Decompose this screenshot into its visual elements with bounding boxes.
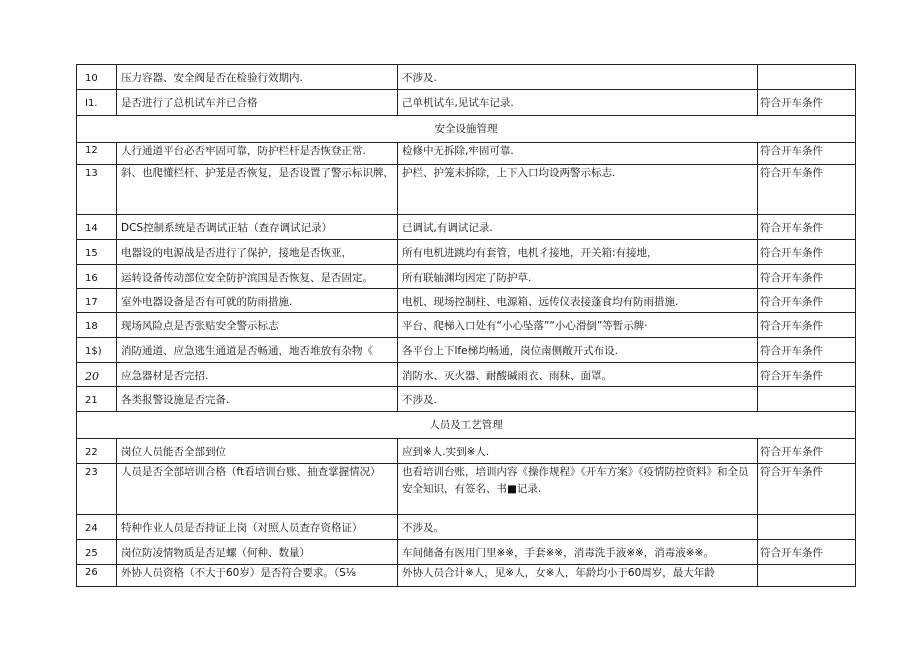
check-item-cell: 消防通道、应急逃生通道是否畅通，地否堆放有杂物《 [117, 338, 398, 363]
checklist-body [77, 65, 856, 587]
table-row [77, 363, 856, 387]
status-cell: 车间储备有医用门里※※，手套※※，消毒洗手液※※，消毒液※※。 [398, 540, 758, 565]
table-row [77, 90, 856, 116]
table-row [77, 565, 856, 587]
status-cell: 平台、爬梯入口处有“小心坠落”“小心滑倒”等暂示牌· [398, 313, 758, 338]
row-number-cell: I1. [77, 90, 117, 116]
status-cell: 已调试,有调试记录. [398, 215, 758, 240]
result-cell: 符合开车条件 [758, 265, 856, 289]
status-cell: 各平台上下lfe梯均畅通，岗位南侧敞开式布设. [398, 338, 758, 363]
section-header-row [77, 116, 856, 143]
result-cell: 符合开车条件 [758, 165, 856, 215]
table-row [77, 464, 856, 515]
table-row [77, 289, 856, 313]
check-item-cell: DCS控制系统是否调试正轱（查存调试记录） [117, 215, 398, 240]
result-cell: 符合开车条件 [758, 143, 856, 165]
check-item-cell: 外协人员资格（不大于60岁）是否符合要求。（S⅛ [117, 565, 398, 587]
row-number-cell: 18 [77, 313, 117, 338]
result-cell [758, 515, 856, 540]
status-cell: 不涉及。 [398, 515, 758, 540]
status-cell: 不涉及. [398, 387, 758, 412]
status-cell: 电机、现场控制柱、电源箱、远传仪表接蓬食均有防雨措施. [398, 289, 758, 313]
row-number-cell: 13 [77, 165, 117, 215]
table-row [77, 265, 856, 289]
status-cell: 消防水、灭火器、耐酸碱雨衣、雨秣、面罩。 [398, 363, 758, 387]
row-number-cell: 20 [77, 363, 117, 387]
check-item-cell: 人员是否全部培训合格（ft看培训台账、抽查掌握情况） [117, 464, 398, 515]
row-number-cell: 10 [77, 65, 117, 90]
row-number-cell: 1$) [77, 338, 117, 363]
check-item-cell: 室外电器设备是否有可就的防雨措施. [117, 289, 398, 313]
status-cell: 己单机试车,见试车记录. [398, 90, 758, 116]
check-item-cell: 是否进行了总机试车并已合格 [117, 90, 398, 116]
table-row [77, 215, 856, 240]
result-cell: 符合开车条件 [758, 313, 856, 338]
table-row [77, 240, 856, 265]
section-title: 人员及工艺管理 [77, 412, 856, 439]
table-row [77, 515, 856, 540]
row-number-cell: 22 [77, 439, 117, 464]
status-cell: 检修中无拆除,牢固可靠. [398, 143, 758, 165]
row-number-cell: 17 [77, 289, 117, 313]
result-cell: 符合开车条件 [758, 464, 856, 515]
result-cell: 符合开车条件 [758, 90, 856, 116]
section-header-row [77, 412, 856, 439]
table-row [77, 387, 856, 412]
row-number-cell: 14 [77, 215, 117, 240]
result-cell: 符合开车条件 [758, 215, 856, 240]
result-cell: 符合开车条件 [758, 289, 856, 313]
check-item-cell: 应急器材是否完招. [117, 363, 398, 387]
result-cell [758, 565, 856, 587]
check-item-cell: 电器设的电源战是否进行了保护，接地是否恢亚， [117, 240, 398, 265]
result-cell: 符合开车条件 [758, 240, 856, 265]
inspection-checklist-table [76, 64, 856, 587]
status-cell: 所有联轴渊均因定了防护草. [398, 265, 758, 289]
table-row [77, 313, 856, 338]
status-cell: 也看培训台账，培训内容《操作规程》《开车方案》《疫情防控资料》和全员安全知识，有签名、书■记录. [398, 464, 758, 515]
check-item-cell: 人行通道平台必否牢固可靠，防护栏杆是否恢登正常. [117, 143, 398, 165]
status-cell: 护栏、护笼未拆除，上下入口均设两警示标志. [398, 165, 758, 215]
row-number-cell: 16 [77, 265, 117, 289]
check-item-cell: 特种作业人员是否持证上岗（对照人员查存资格证） [117, 515, 398, 540]
table-row [77, 540, 856, 565]
result-cell: 符合开车条件 [758, 540, 856, 565]
table-row [77, 338, 856, 363]
table-row [77, 143, 856, 165]
row-number-cell: 23 [77, 464, 117, 515]
check-item-cell: 岗位防凌情物质是否足螺（何种、数量） [117, 540, 398, 565]
row-number-cell: 26 [77, 565, 117, 587]
status-cell: 不涉及. [398, 65, 758, 90]
result-cell [758, 65, 856, 90]
result-cell: 符合开车条件 [758, 338, 856, 363]
check-item-cell: 现场风险点是否张贴安全警示标志 [117, 313, 398, 338]
row-number-cell: 25 [77, 540, 117, 565]
check-item-cell: 斜、也爬懂栏杆、护茏是否恢复，是否设置了警示标识牌， [117, 165, 398, 215]
row-number-cell: 15 [77, 240, 117, 265]
table-row [77, 439, 856, 464]
row-number-cell: 24 [77, 515, 117, 540]
check-item-cell: 各类报警设施是否完备. [117, 387, 398, 412]
result-cell: 符合开车条件 [758, 363, 856, 387]
row-number-cell: 21 [77, 387, 117, 412]
result-cell: 符合开车条件 [758, 439, 856, 464]
section-title: 安全设施管理 [77, 116, 856, 143]
check-item-cell: 压力容器、安全阀是否在检验行效期内. [117, 65, 398, 90]
table-row [77, 165, 856, 215]
status-cell: 外协人员合计※人，见※人，女※人，年龄均小于60周岁，最大年龄 [398, 565, 758, 587]
table-row [77, 65, 856, 90]
status-cell: 所有电机进跳均有套管，电机彳接地，开关箱:有接地， [398, 240, 758, 265]
row-number-cell: 12 [77, 143, 117, 165]
check-item-cell: 岗位人员能否全部到位 [117, 439, 398, 464]
status-cell: 应到※人.实到※人. [398, 439, 758, 464]
check-item-cell: 运转设备传动部位安全防护滨国是否恢复、是否固定。 [117, 265, 398, 289]
result-cell [758, 387, 856, 412]
